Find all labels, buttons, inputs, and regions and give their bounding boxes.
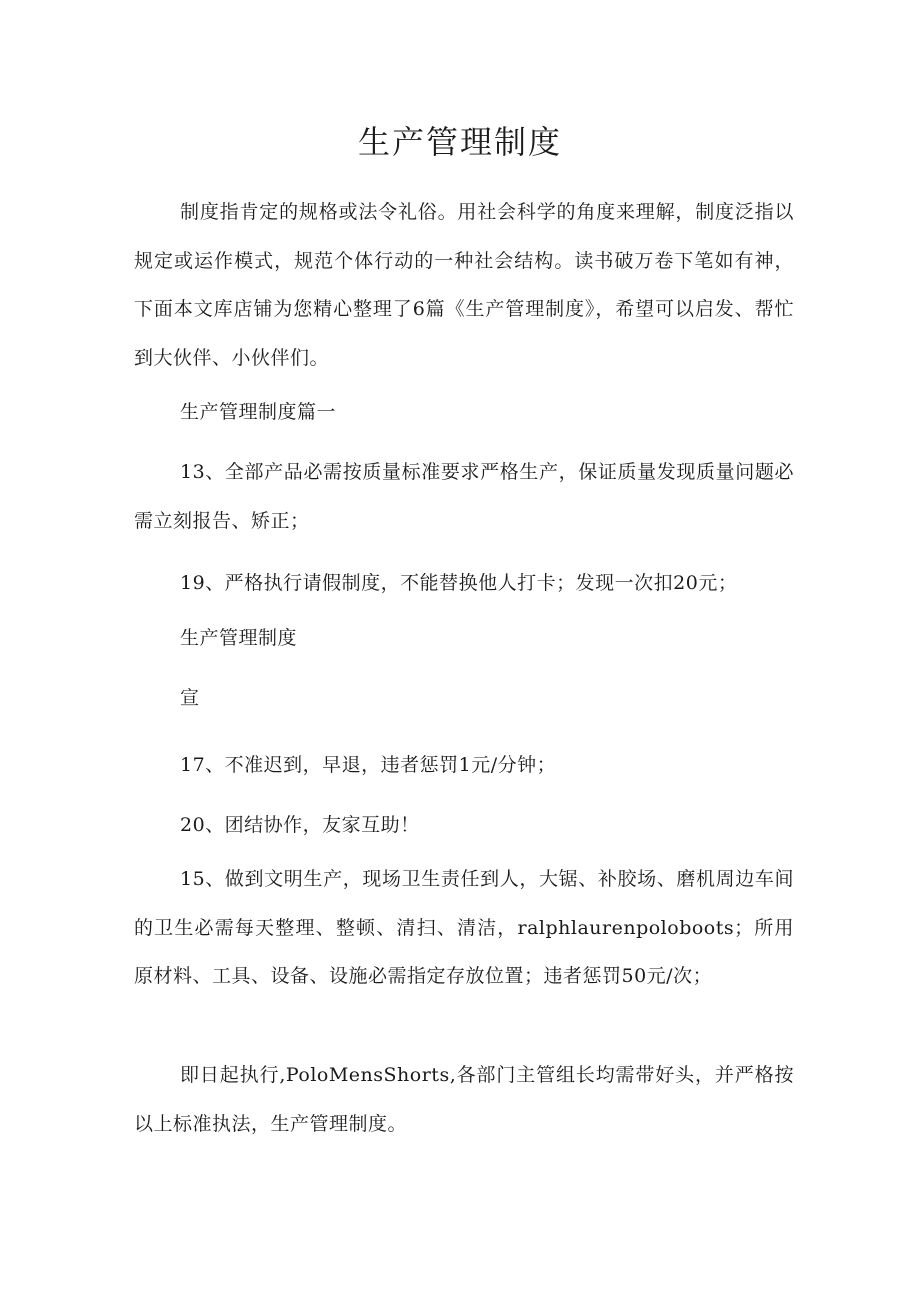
item-19-paragraph: 19、严格执行请假制度，不能替换他人打卡；发现一次扣20元；	[180, 572, 738, 594]
section-heading-2: 生产管理制度	[180, 627, 298, 649]
item-13-paragraph: 13、全部产品必需按质量标准要求严格生产，保证质量发现质量问题必需立刻报告、矫正；	[134, 461, 794, 532]
item-15-paragraph: 15、做到文明生产，现场卫生责任到人，大锯、补胶场、磨机周边车间的卫生必需每天整理、整顿、清扫、清洁，ralphlaurenpoloboots；所用原材料、工具、设备、设施必需指定存放位置；违者惩罚50元/次；	[134, 868, 794, 987]
intro-paragraph: 制度指肯定的规格或法令礼俗。用社会科学的角度来理解，制度泛指以规定或运作模式，规范个体行动的一种社会结构。读书破万卷下笔如有神，下面本文库店铺为您精心整理了6篇《生产管理制度》，希望可以启发、帮忙到大伙伴、小伙伴们。	[134, 201, 794, 369]
section-heading-1: 生产管理制度篇一	[180, 401, 337, 423]
closing-paragraph: 即日起执行,PoloMensShorts,各部门主管组长均需带好头，并严格按以上标准执法，生产管理制度。	[134, 1064, 794, 1135]
section-heading-3: 宣	[180, 687, 200, 709]
item-17-paragraph: 17、不准迟到，早退，违者惩罚1元/分钟；	[180, 754, 557, 776]
page-title: 生产管理制度	[357, 123, 562, 161]
item-20-paragraph: 20、团结协作，友家互助！	[180, 814, 420, 836]
